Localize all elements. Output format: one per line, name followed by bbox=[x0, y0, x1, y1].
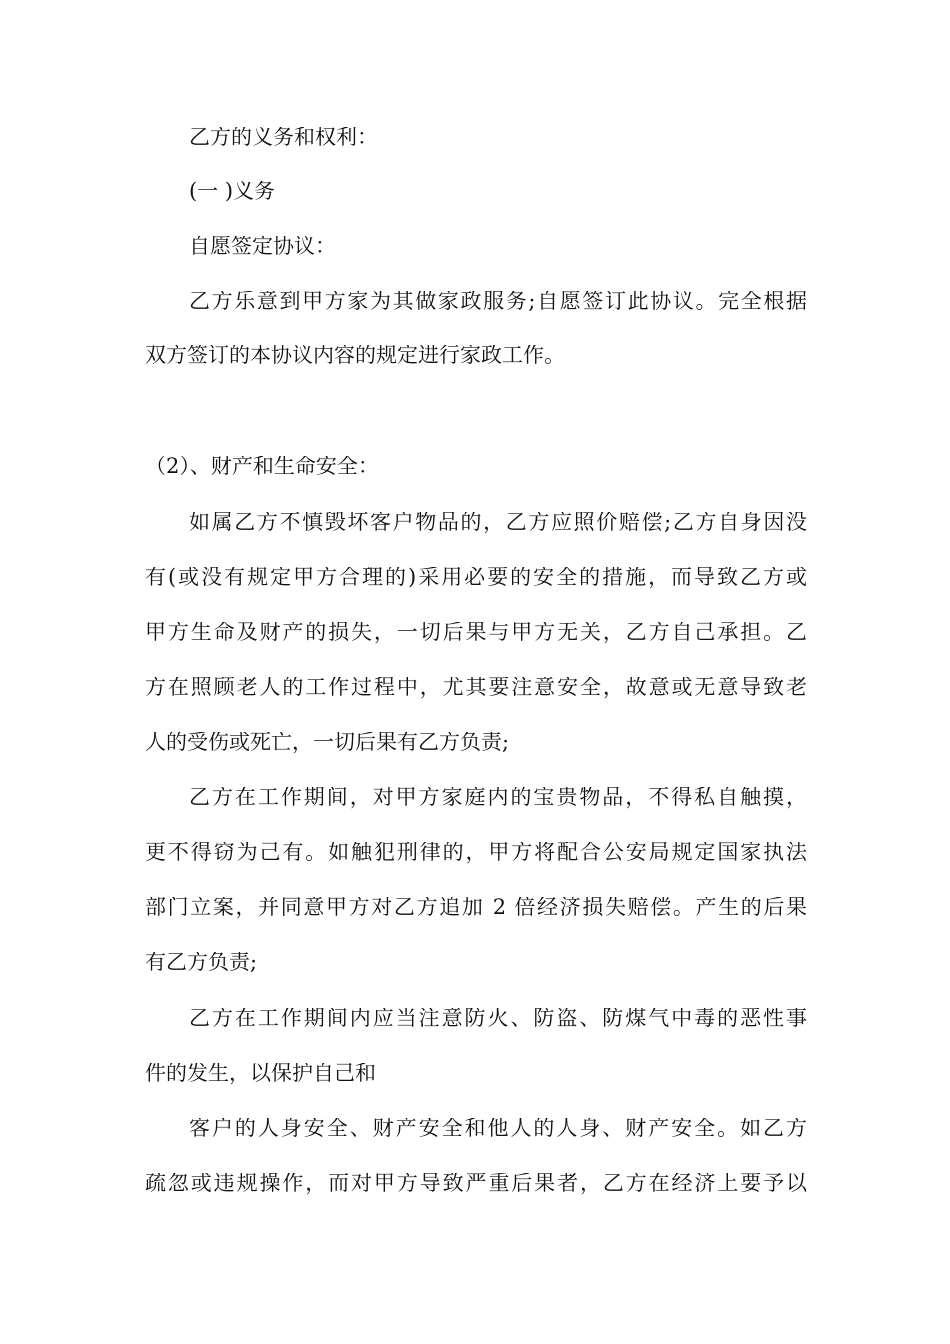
paragraph-line: 客户的人身安全、财产安全和他人的人身、财产安全。如乙方 bbox=[189, 1118, 807, 1140]
paragraph-line: 人的受伤或死亡，一切后果有乙方负责; bbox=[145, 732, 510, 754]
paragraph-line: 双方签订的本协议内容的规定进行家政工作。 bbox=[145, 345, 565, 367]
paragraph-line: 方在照顾老人的工作过程中，尤其要注意安全，故意或无意导致老 bbox=[145, 677, 807, 699]
paragraph-line: 如属乙方不慎毁坏客户物品的，乙方应照价赔偿;乙方自身因没 bbox=[189, 512, 807, 534]
paragraph-line: 件的发生，以保护自己和 bbox=[145, 1063, 376, 1085]
section-heading-obligations-rights: 乙方的义务和权利： bbox=[189, 127, 378, 149]
paragraph-line: 乙方在工作期间内应当注意防火、防盗、防煤气中毒的恶性事 bbox=[189, 1008, 807, 1030]
paragraph-line: 疏忽或违规操作，而对甲方导致严重后果者，乙方在经济上要予以 bbox=[145, 1173, 807, 1195]
paragraph-line: 部门立案，并同意甲方对乙方追加 2 倍经济损失赔偿。产生的后果 bbox=[145, 897, 807, 919]
paragraph-line: 乙方乐意到甲方家为其做家政服务;自愿签订此协议。完全根据 bbox=[189, 291, 807, 313]
paragraph-line: 有乙方负责; bbox=[145, 952, 258, 974]
subsection-heading-obligations: (一 )义务 bbox=[189, 181, 276, 203]
item-heading-property-life-safety: （2）、财产和生命安全： bbox=[145, 456, 379, 478]
item-heading-voluntary-agreement: 自愿签定协议： bbox=[189, 236, 336, 258]
paragraph-line: 有(或没有规定甲方合理的)采用必要的安全的措施，而导致乙方或 bbox=[145, 567, 807, 589]
paragraph-line: 乙方在工作期间，对甲方家庭内的宝贵物品，不得私自触摸， bbox=[189, 787, 807, 809]
paragraph-line: 甲方生命及财产的损失，一切后果与甲方无关，乙方自己承担。乙 bbox=[145, 622, 807, 644]
paragraph-line: 更不得窃为己有。如触犯刑律的，甲方将配合公安局规定国家执法 bbox=[145, 842, 807, 864]
